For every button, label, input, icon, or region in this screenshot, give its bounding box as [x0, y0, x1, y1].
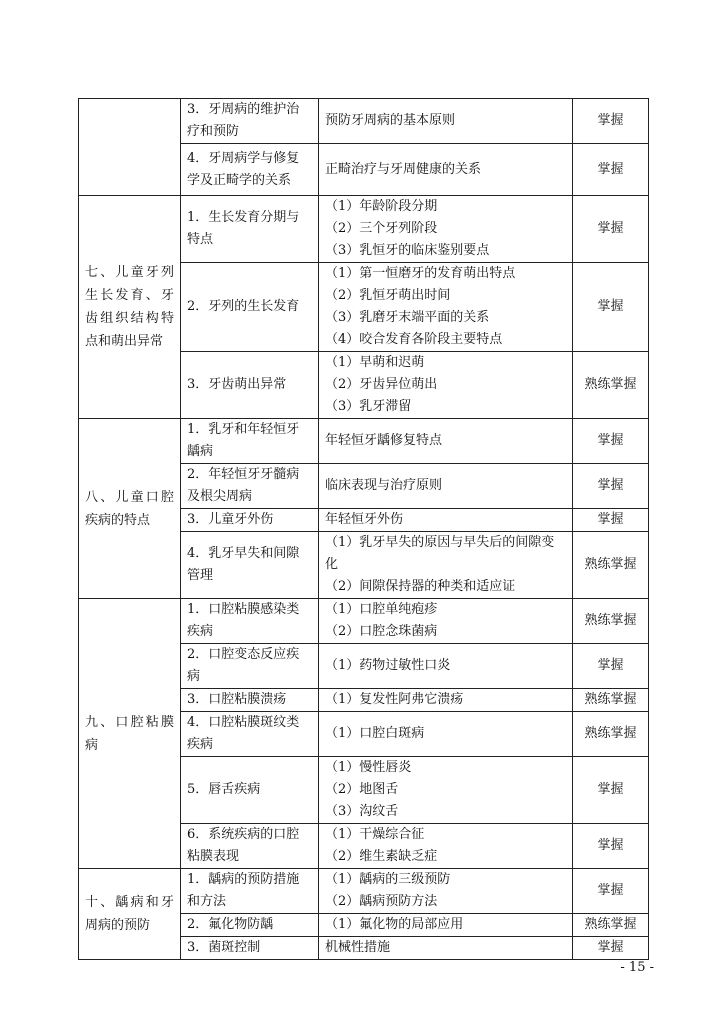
requirement-cell: 掌握 — [573, 644, 649, 689]
content-line: （2）乳恒牙萌出时间 — [325, 288, 451, 303]
content-cell — [319, 869, 573, 914]
requirement-cell: 掌握 — [573, 144, 649, 196]
topic-cell: 5．唇舌疾病 — [181, 757, 319, 824]
page-number: - 15 - — [620, 960, 654, 975]
content-cell — [319, 599, 573, 644]
unit-title — [79, 99, 181, 196]
content-line: 临床表现与治疗原则 — [325, 478, 443, 493]
content-cell — [319, 689, 573, 712]
syllabus-table — [78, 98, 649, 960]
requirement-cell: 掌握 — [573, 824, 649, 869]
topic-cell: 2．牙列的生长发育 — [181, 263, 319, 352]
unit-title: 九、口腔粘膜病 — [79, 599, 181, 869]
topic-cell: 4．乳牙早失和间隙管理 — [181, 532, 319, 599]
table-row — [79, 869, 649, 914]
requirement-cell: 掌握 — [573, 509, 649, 532]
content-cell — [319, 937, 573, 960]
requirement-cell: 掌握 — [573, 869, 649, 914]
content-line: （3）乳磨牙末端平面的关系 — [325, 310, 490, 325]
requirement-cell: 掌握 — [573, 419, 649, 464]
content-line: （1）年龄阶段分期 — [325, 199, 438, 214]
content-cell — [319, 712, 573, 757]
requirement-cell: 熟练掌握 — [573, 914, 649, 937]
requirement-cell: 掌握 — [573, 757, 649, 824]
content-line: 预防牙周病的基本原则 — [325, 113, 456, 128]
content-line: 机械性措施 — [325, 940, 391, 955]
topic-cell: 2．年轻恒牙牙髓病及根尖周病 — [181, 464, 319, 509]
requirement-cell: 掌握 — [573, 937, 649, 960]
content-cell — [319, 914, 573, 937]
requirement-cell: 熟练掌握 — [573, 689, 649, 712]
content-cell — [319, 263, 573, 352]
requirement-cell: 熟练掌握 — [573, 712, 649, 757]
topic-cell: 2．氟化物防龋 — [181, 914, 319, 937]
requirement-cell: 掌握 — [573, 263, 649, 352]
content-line: 年轻恒牙外伤 — [325, 512, 404, 527]
content-line: 正畸治疗与牙周健康的关系 — [325, 161, 482, 177]
content-cell — [319, 352, 573, 419]
content-cell — [319, 644, 573, 689]
topic-cell: 1．龋病的预防措施和方法 — [181, 869, 319, 914]
content-line: （2）地图舌 — [325, 782, 399, 797]
content-line: （2）口腔念珠菌病 — [325, 624, 438, 639]
requirement-cell: 熟练掌握 — [573, 532, 649, 599]
content-line: （1）干燥综合征 — [325, 827, 425, 842]
syllabus-table-body — [79, 99, 649, 960]
topic-cell: 6．系统疾病的口腔粘膜表现 — [181, 824, 319, 869]
topic-cell: 1．生长发育分期与特点 — [181, 196, 319, 263]
content-line: （3）沟纹舌 — [325, 804, 399, 819]
content-line: （1）龋病的三级预防 — [325, 872, 451, 887]
topic-cell: 3．儿童牙外伤 — [181, 509, 319, 532]
content-cell — [319, 464, 573, 509]
content-line: （1）复发性阿弗它溃疡 — [325, 692, 464, 707]
requirement-cell: 熟练掌握 — [573, 352, 649, 419]
content-cell — [319, 196, 573, 263]
content-line: （1）早萌和迟萌 — [325, 355, 425, 370]
content-cell — [319, 757, 573, 824]
requirement-cell: 掌握 — [573, 99, 649, 144]
requirement-cell: 熟练掌握 — [573, 599, 649, 644]
topic-cell: 4．牙周病学与修复学及正畸学的关系 — [181, 144, 319, 196]
content-line: （3）乳恒牙的临床鉴别要点 — [325, 243, 490, 258]
content-line: （4）咬合发育各阶段主要特点 — [325, 332, 503, 347]
content-line: （1）第一恒磨牙的发育萌出特点 — [325, 266, 516, 281]
table-row — [79, 599, 649, 644]
content-line: （1）口腔白斑病 — [325, 726, 425, 741]
content-line: （2）牙齿异位萌出 — [325, 377, 438, 392]
unit-title: 十、龋病和牙周病的预防 — [79, 869, 181, 960]
content-cell — [319, 419, 573, 464]
content-line: （1）慢性唇炎 — [325, 760, 412, 775]
table-row — [79, 99, 649, 144]
content-line: （1）口腔单纯疱疹 — [325, 602, 438, 617]
content-line: （2）维生素缺乏症 — [325, 849, 438, 864]
unit-title: 七、儿童牙列生长发育、牙齿组织结构特点和萌出异常 — [79, 196, 181, 419]
requirement-cell: 掌握 — [573, 464, 649, 509]
topic-cell: 3．口腔粘膜溃疡 — [181, 689, 319, 712]
content-line: （1）乳牙早失的原因与早失后的间隙变化 — [325, 535, 555, 572]
topic-cell: 3．菌斑控制 — [181, 937, 319, 960]
topic-cell: 2．口腔变态反应疾病 — [181, 644, 319, 689]
content-line: （2）间隙保持器的种类和适应证 — [325, 579, 516, 594]
content-cell — [319, 144, 573, 196]
content-line: （3）乳牙滞留 — [325, 399, 412, 414]
content-line: （2）三个牙列阶段 — [325, 221, 438, 236]
topic-cell: 3．牙周病的维护治疗和预防 — [181, 99, 319, 144]
topic-cell: 1．口腔粘膜感染类疾病 — [181, 599, 319, 644]
table-row — [79, 419, 649, 464]
content-line: 年轻恒牙龋修复特点 — [325, 433, 443, 448]
topic-cell: 4．口腔粘膜斑纹类疾病 — [181, 712, 319, 757]
topic-cell: 1．乳牙和年轻恒牙龋病 — [181, 419, 319, 464]
requirement-cell: 掌握 — [573, 196, 649, 263]
content-line: （2）龋病预防方法 — [325, 894, 438, 909]
content-cell — [319, 532, 573, 599]
content-line: （1）药物过敏性口炎 — [325, 658, 451, 673]
content-cell — [319, 509, 573, 532]
content-line: （1）氟化物的局部应用 — [325, 917, 464, 932]
unit-title: 八、儿童口腔疾病的特点 — [79, 419, 181, 599]
content-cell — [319, 99, 573, 144]
topic-cell: 3．牙齿萌出异常 — [181, 352, 319, 419]
table-row — [79, 196, 649, 263]
content-cell — [319, 824, 573, 869]
